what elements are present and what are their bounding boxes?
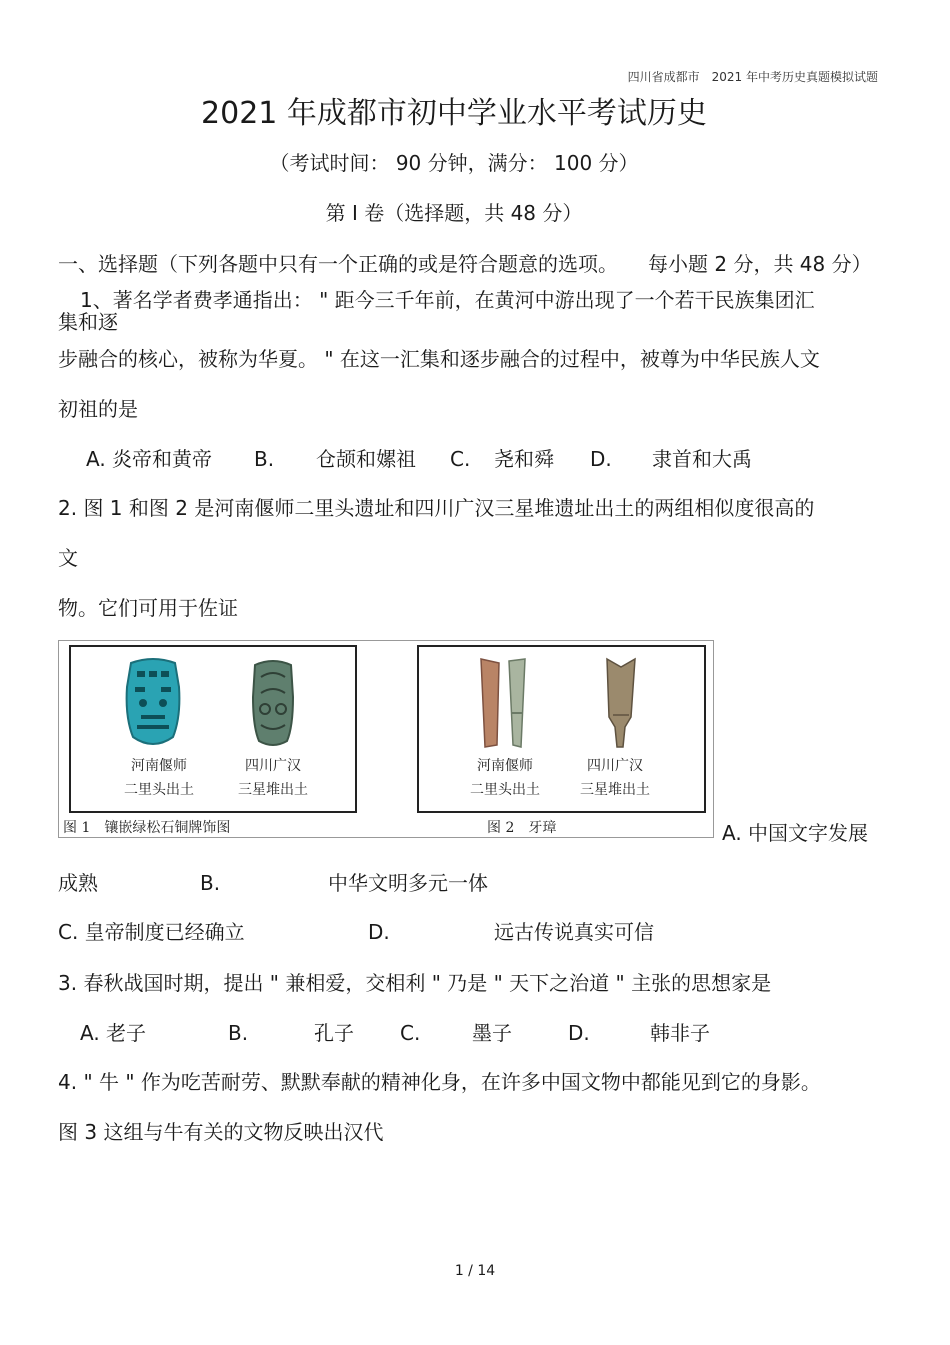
bronze-plaque-sanxingdui-icon: [247, 657, 299, 749]
q1-option-c-letter: C.: [450, 447, 471, 471]
q3-option-d-letter: D.: [568, 1021, 590, 1045]
fig1-item2-site: 四川广汉: [245, 758, 301, 774]
q3-option-c-letter: C.: [400, 1021, 421, 1045]
figure-2-panel: [417, 645, 706, 813]
q2-option-b-letter: B.: [200, 871, 221, 895]
q4-line1: 4. " 牛 " 作为吃苦耐劳、默默奉献的精神化身，在许多中国文物中都能见到它的身影。: [58, 1070, 821, 1094]
q1-option-b-letter: B.: [254, 447, 275, 471]
fig2-item1-source: 二里头出土: [470, 782, 540, 798]
q2-option-b: 中华文明多元一体: [328, 871, 488, 895]
q1-line1: 1、著名学者费孝通指出： " 距今三千年前，在黄河中游出现了一个若干民族集团汇: [80, 288, 815, 312]
q2-option-d: 远古传说真实可信: [494, 920, 654, 944]
q2-line3: 物。它们可用于佐证: [58, 596, 238, 620]
q2-line2: 文: [58, 546, 78, 570]
q1-line3: 步融合的核心，被称为华夏。 " 在这一汇集和逐步融合的过程中，被尊为中华民族人文: [58, 347, 820, 371]
figure-1-panel: [69, 645, 357, 813]
q3-option-a: A. 老子: [80, 1021, 147, 1045]
q3-option-b: 孔子: [314, 1021, 354, 1045]
q2-option-d-letter: D.: [368, 920, 390, 944]
fig2-item2-site: 四川广汉: [587, 758, 643, 774]
fig1-item2-source: 三星堆出土: [238, 782, 308, 798]
figure-1-caption: 图 1 镶嵌绿松石铜牌饰图: [63, 820, 231, 836]
fig1-item1-site: 河南偃师: [131, 758, 187, 774]
artifact-figure: [58, 640, 714, 838]
q1-option-d-letter: D.: [590, 447, 612, 471]
fig2-item1-site: 河南偃师: [477, 758, 533, 774]
q3-option-b-letter: B.: [228, 1021, 249, 1045]
q1-option-d: 隶首和大禹: [652, 447, 752, 471]
fig2-item2-source: 三星堆出土: [580, 782, 650, 798]
page-header: 四川省成都市 2021 年中考历史真题模拟试题: [627, 70, 878, 84]
page-title: 2021 年成都市初中学业水平考试历史: [201, 96, 707, 131]
q1-option-a: A. 炎帝和黄帝: [86, 447, 213, 471]
fig1-item1-source: 二里头出土: [124, 782, 194, 798]
yazhang-blades-erlitou-icon: [475, 657, 535, 751]
q3-option-c: 墨子: [472, 1021, 512, 1045]
q1-line2: 集和逐: [58, 310, 118, 334]
figure-2-caption: 图 2 牙璋: [487, 820, 557, 836]
q2-option-a-part2: 成熟: [58, 871, 98, 895]
q2-option-c: C. 皇帝制度已经确立: [58, 920, 245, 944]
q4-line2: 图 3 这组与牛有关的文物反映出汉代: [58, 1120, 384, 1144]
q2-line1: 2. 图 1 和图 2 是河南偃师二里头遗址和四川广汉三星堆遗址出土的两组相似度很高的: [58, 496, 815, 520]
section-title: 第 I 卷（选择题，共 48 分）: [325, 201, 583, 225]
page-number: 1 / 14: [454, 1263, 496, 1279]
turquoise-plaque-erlitou-icon: [121, 657, 185, 749]
q1-line4: 初祖的是: [58, 397, 138, 421]
q1-option-b: 仓颉和嫘祖: [316, 447, 416, 471]
part-title: 一、选择题（下列各题中只有一个正确的或是符合题意的选项。 每小题 2 分，共 48 分）: [58, 252, 872, 276]
exam-info: （考试时间： 90 分钟，满分： 100 分）: [269, 151, 639, 175]
q2-option-a-part1: A. 中国文字发展: [722, 821, 869, 845]
q3-option-d: 韩非子: [650, 1021, 710, 1045]
q3-line1: 3. 春秋战国时期，提出 " 兼相爱，交相利 " 乃是 " 天下之治道 " 主张的思想家是: [58, 971, 772, 995]
q1-option-c: 尧和舜: [494, 447, 554, 471]
yazhang-blade-sanxingdui-icon: [601, 657, 641, 751]
